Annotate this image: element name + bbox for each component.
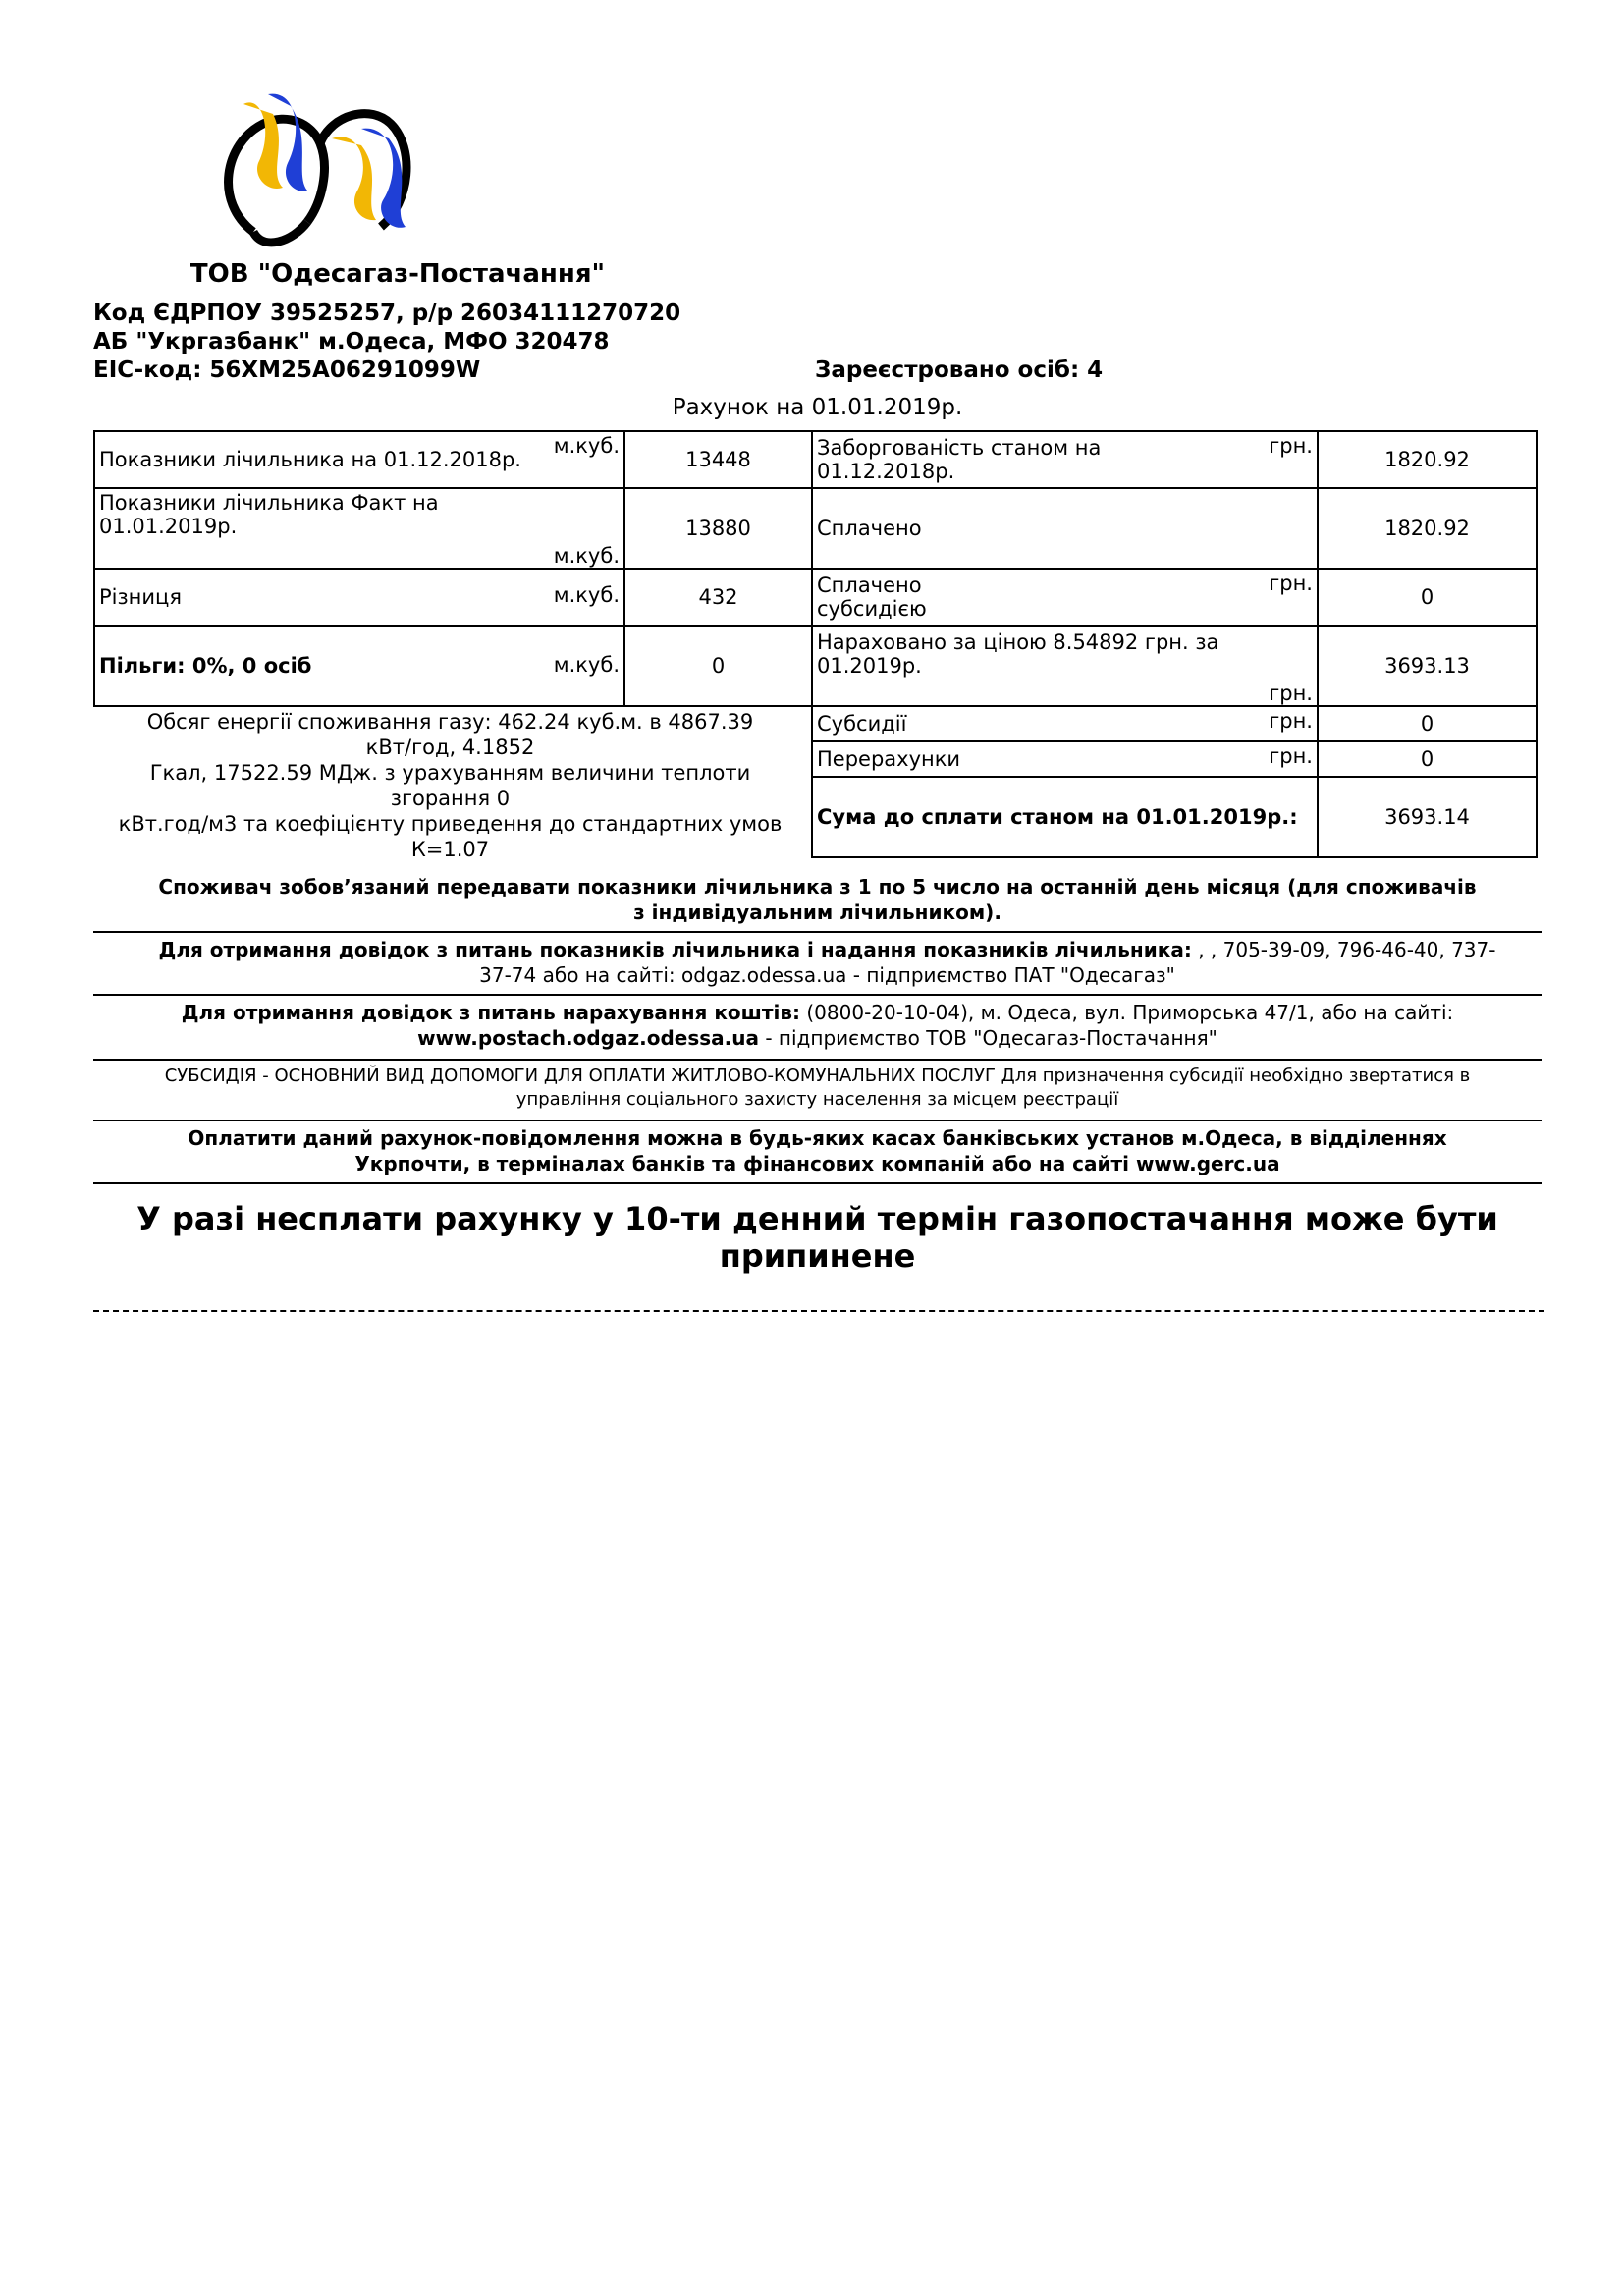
divider [93, 1182, 1542, 1184]
divider [93, 1059, 1542, 1061]
company-eic-code: EIC-код: 56ХМ25А06291099W [93, 357, 481, 383]
row-label: Нараховано за ціною 8.54892 грн. за 01.2019р. [817, 630, 1219, 678]
row-label-cell [812, 488, 1318, 569]
notice-line: (0800-20-10-04), м. Одеса, вул. Приморська 47/1, або на сайті: [800, 1001, 1454, 1024]
row-value: 432 [624, 569, 812, 626]
meter-info-notice [93, 937, 1561, 988]
disconnection-warning [93, 1200, 1542, 1275]
company-code-account: Код ЄДРПОУ 39525257, р/р 26034111270720 [93, 301, 681, 326]
notice-line: 37-74 або на сайті: odgaz.odessa.ua - підприємство ПАТ "Одесагаз" [479, 963, 1175, 987]
row-unit: м.куб. [553, 583, 620, 607]
row-label: Показники лічильника на 01.12.2018р. [99, 448, 521, 471]
energy-consumption-text [94, 709, 806, 862]
row-unit: грн. [1269, 682, 1313, 705]
notice-line: Споживач зобов’язаний передавати показники лічильника з 1 по 5 число на останній день місяця (для споживачів [158, 875, 1477, 899]
table-row [812, 431, 1537, 488]
row-label-cell [812, 626, 1318, 706]
company-logo [214, 84, 425, 256]
billing-info-notice [93, 1000, 1542, 1051]
row-unit: грн. [1269, 434, 1313, 458]
energy-line: згорання 0 [390, 787, 511, 810]
divider [93, 994, 1542, 996]
table-row [812, 777, 1537, 857]
table-row [94, 488, 812, 569]
row-label-cell [812, 741, 1318, 777]
notice-line: з індивідуальним лічильником). [633, 901, 1001, 924]
row-label: Перерахунки [817, 747, 961, 771]
row-label-cell [94, 431, 624, 488]
notice-line: Оплатити даний рахунок-повідомлення можна в будь-яких касах банківських установ м.Одеса, в відділеннях [188, 1126, 1447, 1150]
total-due-value: 3693.14 [1318, 777, 1537, 857]
row-label: Сплачено субсидією [817, 574, 927, 621]
notice-bold: Для отримання довідок з питань показників лічильника і надання показників лічильника: [158, 938, 1192, 961]
row-label-cell [812, 706, 1318, 741]
table-row [812, 741, 1537, 777]
total-due-label: Сума до сплати станом на 01.01.2019р.: [817, 805, 1298, 829]
table-row [812, 488, 1537, 569]
payments-table [811, 430, 1538, 858]
row-label-cell [812, 777, 1318, 857]
notice-line: управління соціального захисту населення за місцем реєстрації [515, 1089, 1119, 1110]
energy-line: кВт.год/м3 та коефіцієнту приведення до стандартних умов [118, 812, 783, 836]
cut-line [93, 1310, 1544, 1312]
row-label-cell [94, 488, 624, 569]
row-value: 0 [1318, 706, 1537, 741]
row-unit: м.куб. [553, 434, 620, 458]
energy-line: Обсяг енергії споживання газу: 462.24 куб.м. в 4867.39 [146, 710, 754, 734]
postach-website: www.postach.odgaz.odessa.ua [417, 1026, 759, 1050]
energy-line: К=1.07 [410, 838, 490, 861]
divider [93, 931, 1542, 933]
row-value: 3693.13 [1318, 626, 1537, 706]
row-value: 13880 [624, 488, 812, 569]
row-label-cell [94, 569, 624, 626]
row-label: Показники лічильника Факт на 01.01.2019р. [99, 491, 439, 538]
row-unit: грн. [1269, 709, 1313, 733]
row-value: 13448 [624, 431, 812, 488]
row-label: Заборгованість станом на 01.12.2018р. [817, 436, 1102, 483]
table-row [94, 431, 812, 488]
notice-phones: , , 705-39-09, 796-46-40, 737- [1191, 938, 1496, 961]
row-unit: грн. [1269, 572, 1313, 595]
row-unit: грн. [1269, 744, 1313, 768]
row-value: 0 [1318, 569, 1537, 626]
payment-options-notice [93, 1125, 1542, 1176]
energy-line: кВт/год, 4.1852 [365, 736, 535, 759]
row-unit: м.куб. [553, 653, 620, 677]
notice-bold: Для отримання довідок з питань нарахування коштів: [181, 1001, 801, 1024]
warning-line: У разі несплати рахунку у 10-ти денний термін газопостачання може бути [136, 1200, 1498, 1237]
warning-line: припинене [719, 1237, 916, 1275]
company-bank: АБ "Укргазбанк" м.Одеса, МФО 320478 [93, 329, 610, 355]
row-unit: м.куб. [553, 544, 620, 568]
company-name: ТОВ "Одесагаз-Постачання" [189, 259, 606, 289]
row-label-cell [812, 569, 1318, 626]
row-label-cell [94, 626, 624, 706]
table-row [94, 626, 812, 706]
table-row [812, 626, 1537, 706]
row-label: Різниця [99, 585, 182, 609]
row-label: Пільги: 0%, 0 осіб [99, 654, 312, 678]
row-value: 1820.92 [1318, 488, 1537, 569]
row-value: 1820.92 [1318, 431, 1537, 488]
divider [93, 1120, 1542, 1121]
meter-readings-table [93, 430, 813, 707]
notice-line: СУБСИДІЯ - ОСНОВНИЙ ВИД ДОПОМОГИ ДЛЯ ОПЛАТИ ЖИТЛОВО-КОМУНАЛЬНИХ ПОСЛУГ Для призначення субсидії необхідно звертатися в [164, 1066, 1471, 1086]
notice-line: Укрпочти, в терміналах банків та фінансових компаній або на сайті www.gerc.ua [354, 1152, 1280, 1175]
table-row [812, 706, 1537, 741]
energy-line: Гкал, 17522.59 МДж. з урахуванням величини теплоти [149, 761, 751, 785]
registered-persons: Зареєстровано осіб: 4 [815, 357, 1104, 383]
row-value: 0 [1318, 741, 1537, 777]
table-row [812, 569, 1537, 626]
meter-submission-notice [93, 874, 1542, 925]
invoice-title: Рахунок на 01.01.2019р. [672, 395, 963, 420]
table-row [94, 569, 812, 626]
subsidy-notice [93, 1065, 1542, 1112]
notice-line: - підприємство ТОВ "Одесагаз-Постачання" [758, 1026, 1217, 1050]
row-label: Сплачено [817, 517, 922, 540]
row-label-cell [812, 431, 1318, 488]
row-value: 0 [624, 626, 812, 706]
row-label: Субсидії [817, 712, 907, 736]
